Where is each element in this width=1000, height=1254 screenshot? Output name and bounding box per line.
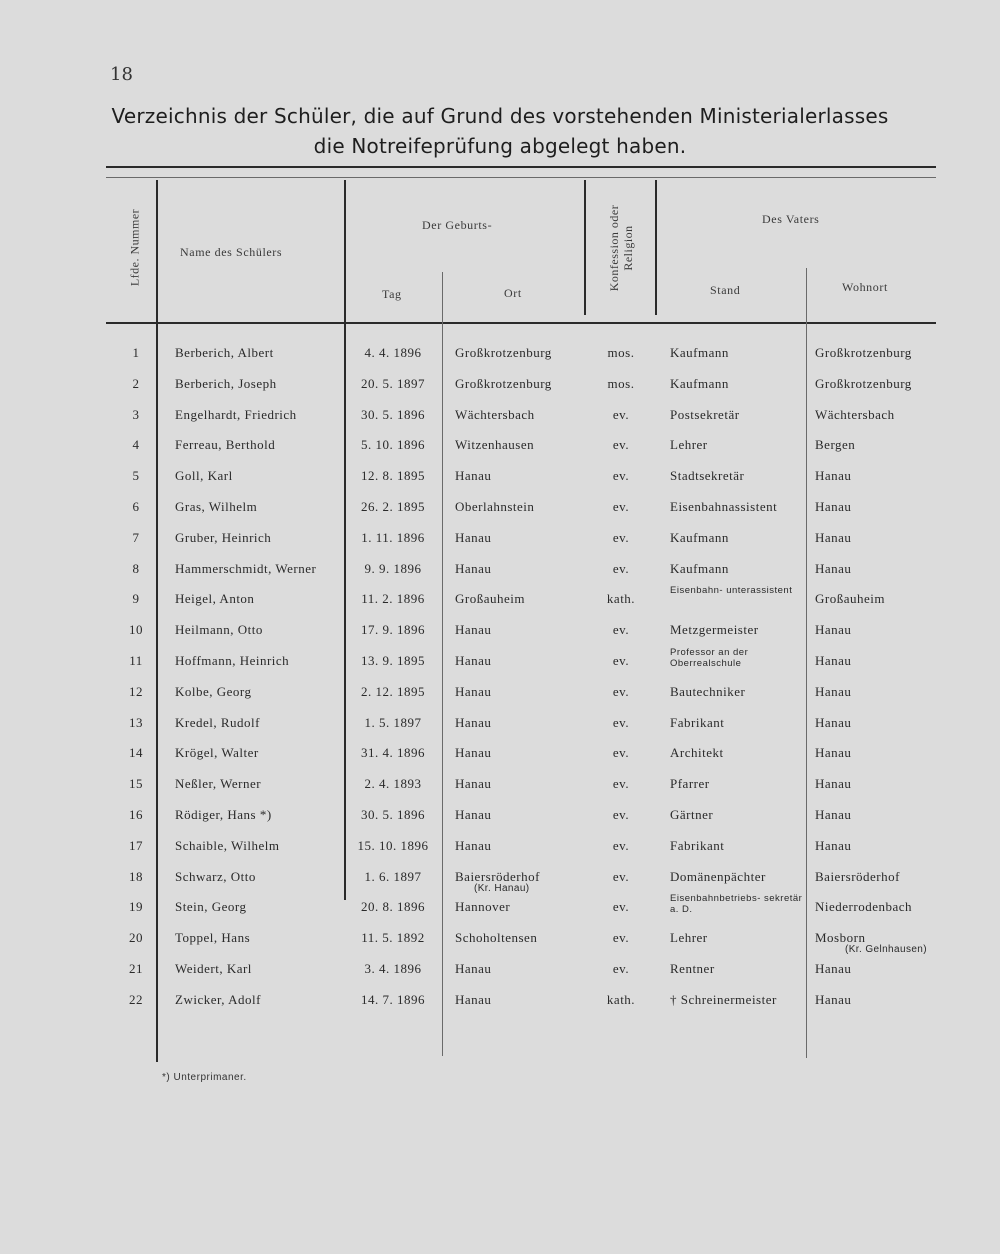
table-row [0, 499, 1000, 530]
cell-stand: Kaufmann [670, 375, 729, 391]
cell-tag: 11. 2. 1896 [361, 591, 425, 607]
page-number: 18 [110, 64, 133, 85]
cell-stand: Stadtsekretär [670, 468, 745, 484]
cell-tag: 1. 6. 1897 [364, 868, 422, 884]
cell-stand: Eisenbahnbetriebs- sekretär a. D. [670, 893, 803, 916]
cell-wohnort-sub: (Kr. Gelnhausen) [845, 944, 927, 956]
cell-konfession: ev. [612, 529, 630, 545]
cell-stand: Eisenbahn- unterassistent [670, 585, 793, 597]
cell-tag: 15. 10. 1896 [357, 837, 429, 853]
cell-konfession: ev. [612, 499, 630, 514]
table-row [0, 745, 1000, 776]
cell-wohnort: Großkrotzenburg [815, 375, 912, 391]
table-top-rule-thin [106, 177, 936, 178]
cell-stand: Domänenpächter [670, 868, 766, 884]
cell-wohnort: Hanau [815, 837, 852, 853]
cell-wohnort: Bergen [815, 437, 856, 453]
cell-nr: 8 [132, 560, 140, 576]
cell-nr: 11 [129, 653, 143, 668]
cell-tag: 1. 5. 1897 [364, 714, 422, 730]
cell-tag: 20. 5. 1897 [361, 375, 425, 391]
table-row [0, 776, 1000, 807]
table-row [0, 622, 1000, 653]
cell-ort: Hanau [455, 807, 492, 822]
cell-nr: 20 [129, 930, 143, 946]
cell-nr: 21 [129, 961, 143, 976]
cell-nr: 14 [129, 745, 143, 761]
cell-stand: Professor an der Oberrealschule [670, 647, 749, 669]
cell-ort: Hanau [455, 961, 492, 976]
cell-ort: Witzenhausen [455, 437, 535, 453]
cell-name: Berberich, Joseph [175, 375, 277, 391]
table-row [0, 437, 1000, 468]
cell-stand: Kaufmann [670, 560, 729, 576]
cell-ort: Hanau [455, 683, 492, 699]
cell-nr: 12 [129, 683, 143, 699]
column-divider [655, 180, 657, 315]
cell-name: Gras, Wilhelm [175, 499, 258, 514]
cell-wohnort: Mosborn [815, 930, 866, 946]
cell-wohnort: Wächtersbach [815, 406, 895, 422]
table-row [0, 807, 1000, 838]
cell-name: Engelhardt, Friedrich [175, 406, 297, 422]
footnote: *) Unterprimaner. [162, 1072, 247, 1083]
cell-nr: 22 [129, 991, 143, 1007]
cell-name: Heilmann, Otto [175, 622, 263, 638]
cell-name: Heigel, Anton [175, 591, 255, 607]
cell-tag: 2. 4. 1893 [364, 776, 422, 792]
cell-konfession: ev. [612, 837, 630, 853]
cell-tag: 9. 9. 1896 [364, 560, 422, 576]
cell-konfession: ev. [612, 560, 630, 576]
table-row [0, 893, 1000, 930]
cell-tag: 26. 2. 1895 [361, 499, 425, 514]
cell-konfession: ev. [612, 745, 630, 761]
cell-wohnort: Hanau [815, 683, 852, 699]
cell-wohnort: Hanau [815, 807, 852, 822]
cell-konfession: ev. [612, 930, 630, 946]
page-title-line-2: die Notreifeprüfung abgelegt haben. [313, 134, 687, 158]
cell-ort: Schoholtensen [455, 930, 538, 946]
cell-stand: Architekt [670, 745, 724, 761]
cell-ort: Großauheim [455, 591, 525, 607]
cell-wohnort: Hanau [815, 499, 852, 514]
cell-nr: 5 [132, 468, 140, 484]
cell-konfession: ev. [612, 437, 630, 453]
table-row [0, 715, 1000, 746]
cell-wohnort: Hanau [815, 961, 852, 976]
cell-name: Schaible, Wilhelm [175, 837, 280, 853]
table-row [0, 530, 1000, 561]
table-header-rule [106, 322, 936, 324]
cell-ort: Hanau [455, 653, 492, 668]
cell-name: Berberich, Albert [175, 345, 274, 360]
cell-name: Krögel, Walter [175, 745, 259, 761]
table-row [0, 585, 1000, 622]
cell-konfession: ev. [612, 899, 630, 915]
cell-wohnort: Hanau [815, 468, 852, 484]
cell-tag: 30. 5. 1896 [361, 807, 425, 822]
cell-stand: Postsekretär [670, 406, 740, 422]
cell-ort: Oberlahnstein [455, 499, 535, 514]
cell-nr: 10 [129, 622, 143, 638]
cell-ort: Hanau [455, 529, 492, 545]
cell-wohnort: Hanau [815, 560, 852, 576]
cell-ort: Großkrotzenburg [455, 345, 552, 360]
header-vater: Des Vaters [762, 212, 820, 226]
page-title-line-1: Verzeichnis der Schüler, die auf Grund des vorstehenden Ministerialerlasses [111, 104, 889, 128]
header-geburt: Der Geburts- [422, 218, 493, 232]
cell-konfession: ev. [612, 406, 630, 422]
cell-konfession: kath. [606, 991, 636, 1007]
cell-ort-sub: (Kr. Hanau) [474, 882, 530, 894]
cell-name: Neßler, Werner [175, 776, 262, 792]
table-row [0, 376, 1000, 407]
cell-name: Gruber, Heinrich [175, 529, 272, 545]
cell-nr: 15 [129, 776, 143, 792]
cell-konfession: ev. [612, 807, 630, 822]
cell-stand: Eisenbahnassistent [670, 499, 778, 514]
table-row [0, 468, 1000, 499]
cell-name: Hoffmann, Heinrich [175, 653, 290, 668]
cell-wohnort: Großauheim [815, 591, 885, 607]
cell-name: Rödiger, Hans *) [175, 807, 272, 822]
header-tag: Tag [382, 287, 402, 301]
cell-wohnort: Hanau [815, 991, 852, 1007]
cell-nr: 4 [132, 437, 140, 453]
cell-nr: 6 [132, 499, 140, 514]
cell-name: Hammerschmidt, Werner [175, 560, 317, 576]
cell-nr: 2 [132, 375, 140, 391]
cell-name: Weidert, Karl [175, 961, 252, 976]
cell-nr: 9 [132, 591, 140, 607]
cell-wohnort: Großkrotzenburg [815, 345, 912, 360]
cell-ort: Hanau [455, 622, 492, 638]
cell-ort: Hanau [455, 468, 492, 484]
cell-tag: 20. 8. 1896 [361, 899, 425, 915]
cell-tag: 11. 5. 1892 [361, 930, 425, 946]
cell-ort: Baiersröderhof [455, 868, 540, 884]
cell-konfession: ev. [612, 468, 630, 484]
cell-konfession: ev. [612, 868, 630, 884]
cell-name: Kolbe, Georg [175, 683, 252, 699]
cell-stand: Bautechniker [670, 683, 746, 699]
cell-wohnort: Hanau [815, 653, 852, 668]
cell-konfession: ev. [612, 776, 630, 792]
cell-stand: Lehrer [670, 930, 708, 946]
cell-tag: 3. 4. 1896 [364, 961, 422, 976]
table-row [0, 407, 1000, 438]
table-row [0, 869, 1000, 900]
cell-ort: Hanau [455, 837, 492, 853]
cell-ort: Großkrotzenburg [455, 375, 552, 391]
cell-wohnort: Hanau [815, 776, 852, 792]
table-top-rule [106, 166, 936, 168]
cell-stand: † Schreinermeister [670, 991, 777, 1007]
column-divider [584, 180, 586, 315]
cell-konfession: ev. [612, 961, 630, 976]
cell-name: Toppel, Hans [175, 930, 251, 946]
cell-nr: 1 [132, 345, 140, 360]
table-row [0, 930, 1000, 961]
cell-nr: 17 [129, 837, 143, 853]
cell-tag: 2. 12. 1895 [361, 683, 425, 699]
cell-tag: 17. 9. 1896 [361, 622, 425, 638]
cell-ort: Hanau [455, 991, 492, 1007]
cell-wohnort: Hanau [815, 745, 852, 761]
cell-stand: Lehrer [670, 437, 708, 453]
cell-ort: Hanau [455, 745, 492, 761]
cell-tag: 1. 11. 1896 [361, 529, 425, 545]
cell-nr: 19 [129, 899, 143, 915]
cell-tag: 12. 8. 1895 [361, 468, 425, 484]
cell-stand: Fabrikant [670, 714, 725, 730]
cell-konfession: ev. [612, 653, 630, 668]
cell-wohnort: Hanau [815, 622, 852, 638]
cell-konfession: ev. [612, 622, 630, 638]
cell-konfession: mos. [607, 375, 635, 391]
cell-tag: 4. 4. 1896 [364, 345, 422, 360]
cell-nr: 18 [129, 868, 143, 884]
cell-wohnort: Niederrodenbach [815, 899, 913, 915]
cell-stand: Rentner [670, 961, 715, 976]
table-row [0, 992, 1000, 1023]
cell-nr: 16 [129, 807, 143, 822]
cell-konfession: ev. [612, 714, 630, 730]
cell-konfession: ev. [612, 683, 630, 699]
cell-konfession: kath. [606, 591, 636, 607]
cell-stand: Pfarrer [670, 776, 710, 792]
cell-stand: Kaufmann [670, 529, 729, 545]
cell-tag: 14. 7. 1896 [361, 991, 425, 1007]
cell-ort: Hanau [455, 560, 492, 576]
cell-stand: Fabrikant [670, 837, 725, 853]
header-name: Name des Schülers [180, 245, 283, 259]
header-konfession: Konfession oder Religion [607, 204, 635, 292]
cell-ort: Hanau [455, 776, 492, 792]
cell-tag: 13. 9. 1895 [361, 653, 425, 668]
cell-tag: 5. 10. 1896 [361, 437, 425, 453]
header-nr: Lfde. Nummer [127, 208, 142, 287]
table-row [0, 961, 1000, 992]
cell-stand: Metzgermeister [670, 622, 759, 638]
cell-ort: Hannover [455, 899, 511, 915]
table-row [0, 345, 1000, 376]
table-row [0, 838, 1000, 869]
cell-name: Schwarz, Otto [175, 868, 256, 884]
header-stand: Stand [710, 283, 741, 297]
header-wohnort: Wohnort [842, 280, 888, 294]
cell-name: Ferreau, Berthold [175, 437, 276, 453]
cell-name: Stein, Georg [175, 899, 247, 915]
cell-tag: 31. 4. 1896 [361, 745, 425, 761]
cell-konfession: mos. [607, 345, 635, 360]
table-row [0, 684, 1000, 715]
cell-tag: 30. 5. 1896 [361, 406, 425, 422]
table-row [0, 561, 1000, 592]
cell-name: Kredel, Rudolf [175, 714, 260, 730]
cell-nr: 13 [129, 714, 143, 730]
header-ort: Ort [504, 286, 522, 300]
cell-stand: Gärtner [670, 807, 714, 822]
cell-nr: 7 [132, 529, 140, 545]
cell-wohnort: Baiersröderhof [815, 868, 900, 884]
cell-ort: Hanau [455, 714, 492, 730]
cell-wohnort: Hanau [815, 714, 852, 730]
cell-wohnort: Hanau [815, 529, 852, 545]
cell-name: Goll, Karl [175, 468, 233, 484]
cell-ort: Wächtersbach [455, 406, 535, 422]
table-row [0, 647, 1000, 684]
cell-nr: 3 [132, 406, 140, 422]
cell-name: Zwicker, Adolf [175, 991, 261, 1007]
cell-stand: Kaufmann [670, 345, 729, 360]
